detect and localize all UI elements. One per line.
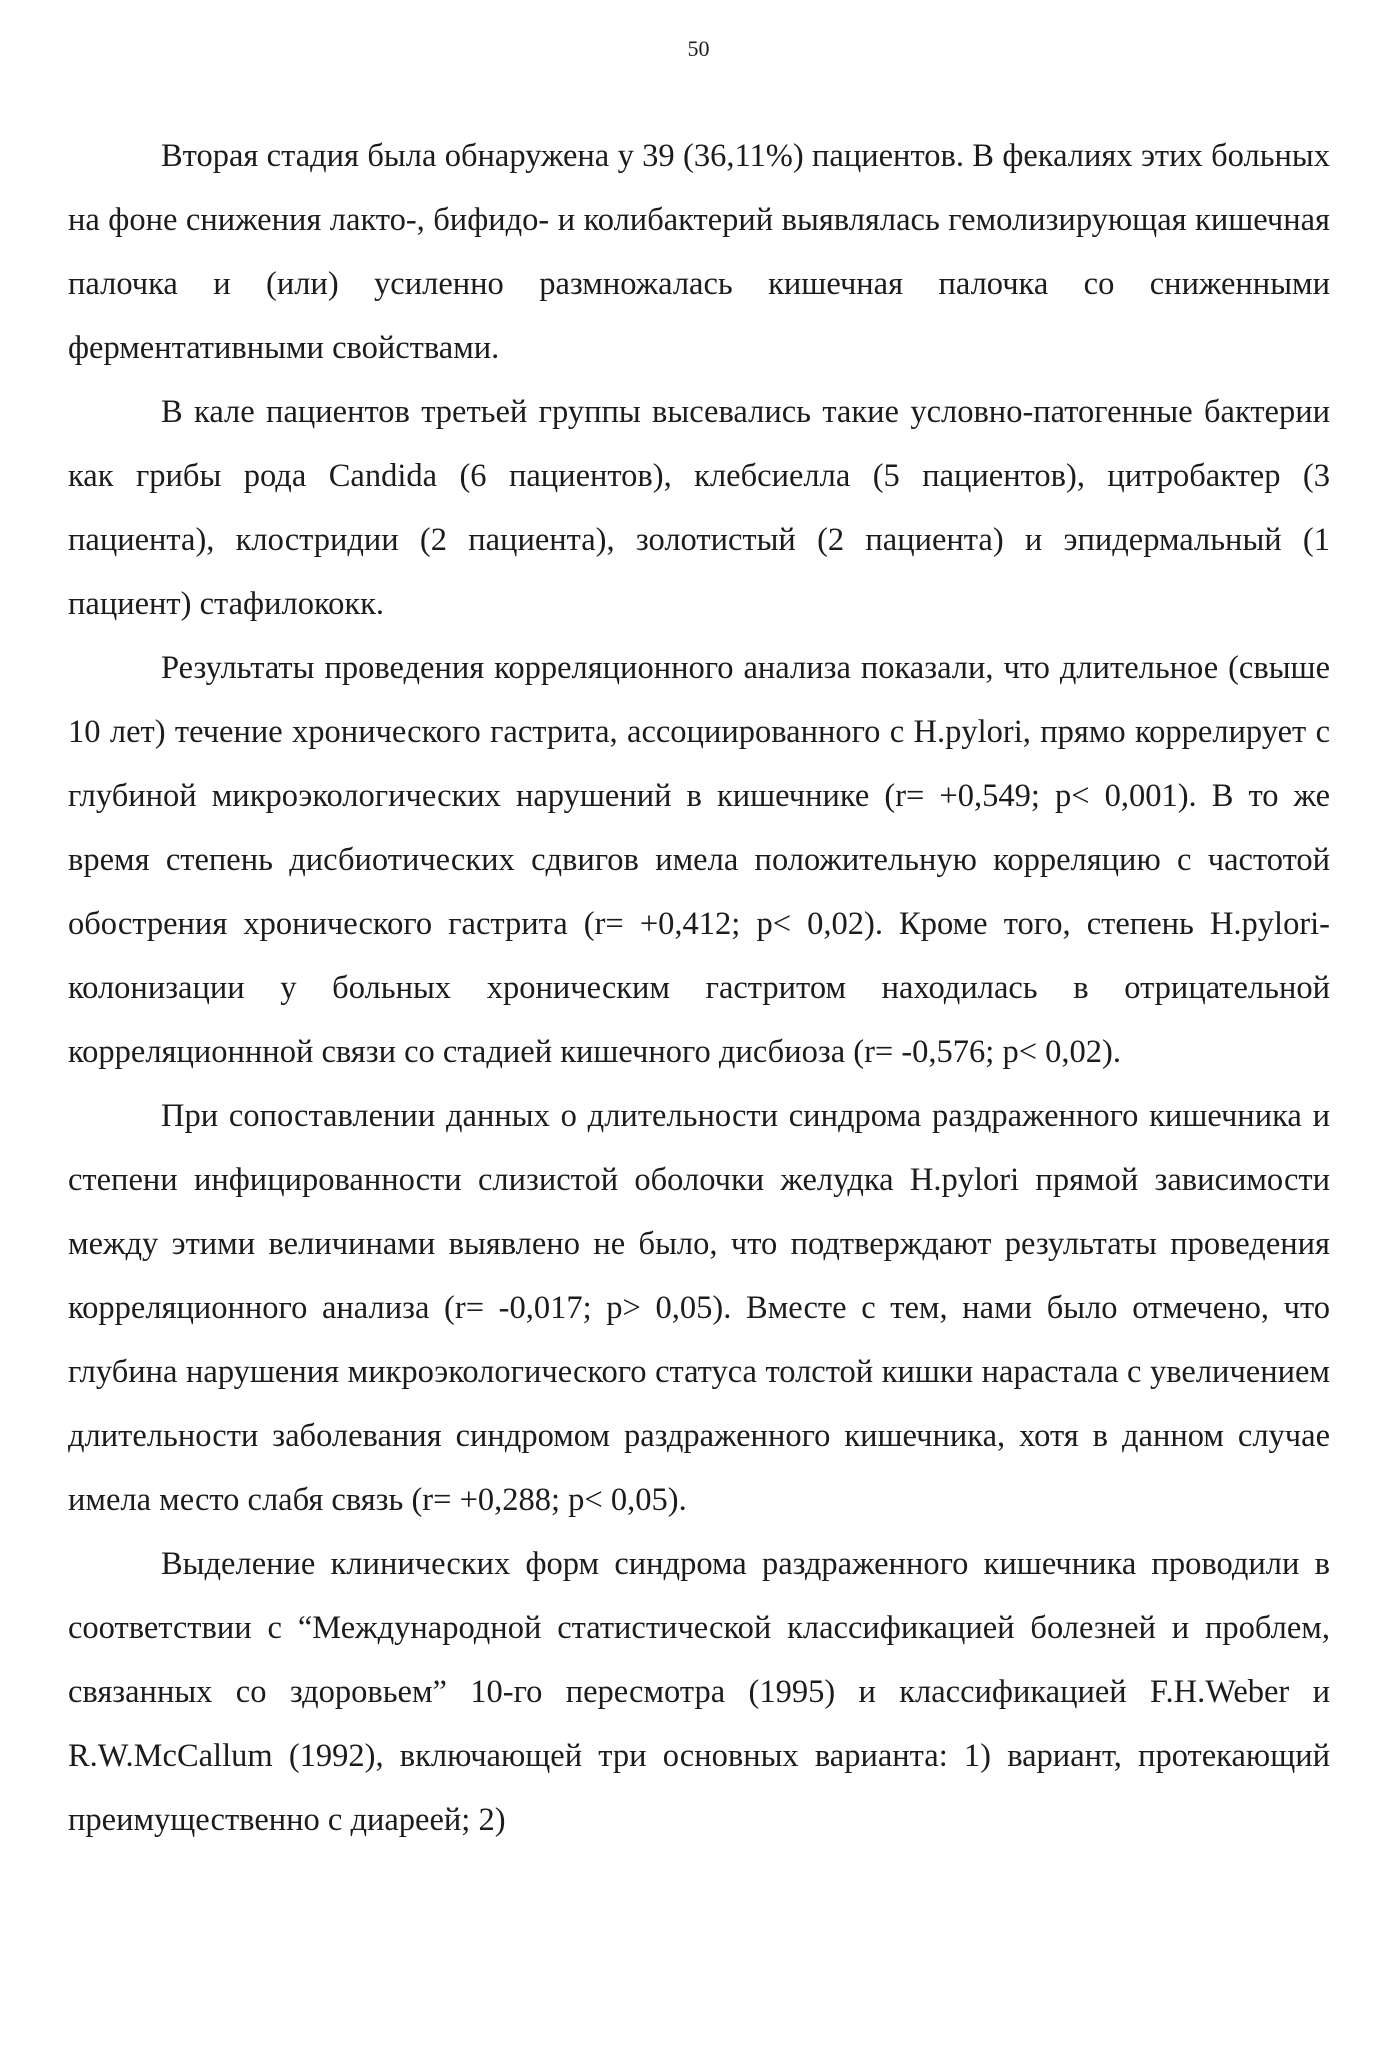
document-body bbox=[68, 124, 1330, 1852]
page-number: 50 bbox=[687, 36, 710, 61]
paragraph-3 bbox=[68, 636, 1330, 1084]
paragraph-5 bbox=[68, 1532, 1330, 1852]
paragraph-5-text: Выделение клинических форм синдрома раздраженного кишечника проводили в соответствии с “Международной статистической классификацией болезней и проблем, связанных со здоровьем” 10-го пересмотра (1995) и классификацией F.H.Weber и R.W.McCallum (1992), включающей три основных варианта: 1) вариант, протекающий преимущественно с диареей; 2) bbox=[68, 1546, 1330, 1838]
paragraph-4 bbox=[68, 1084, 1330, 1532]
paragraph-4-text: При сопоставлении данных о длительности синдрома раздраженного кишечника и степени инфицированности слизистой оболочки желудка H.pylori прямой зависимости между этими величинами выявлено не было, что подтверждают результаты проведения корреляционного анализа (r= -0,017; p> 0,05). Вместе с тем, нами было отмечено, что глубина нарушения микроэкологического статуса толстой кишки нарастала с увеличением длительности заболевания синдромом раздраженного кишечника, хотя в данном случае имела место слабя связь (r= +0,288; p< 0,05). bbox=[68, 1098, 1330, 1518]
paragraph-1-text: Вторая стадия была обнаружена у 39 (36,11%) пациентов. В фекалиях этих больных на фоне снижения лакто-, бифидо- и колибактерий выявлялась гемолизирующая кишечная палочка и (или) усиленно размножалась кишечная палочка со сниженными ферментативными свойствами. bbox=[68, 138, 1330, 366]
paragraph-2 bbox=[68, 380, 1330, 636]
paragraph-2-text: В кале пациентов третьей группы высевались такие условно-патогенные бактерии как грибы рода Candida (6 пациентов), клебсиелла (5 пациентов), цитробактер (3 пациента), клостридии (2 пациента), золотистый (2 пациента) и эпидермальный (1 пациент) стафилококк. bbox=[68, 394, 1330, 622]
paragraph-3-text: Результаты проведения корреляционного анализа показали, что длительное (свыше 10 лет) течение хронического гастрита, ассоциированного с H.pylori, прямо коррелирует с глубиной микроэкологических нарушений в кишечнике (r= +0,549; p< 0,001). В то же время степень дисбиотических сдвигов имела положительную корреляцию с частотой обострения хронического гастрита (r= +0,412; p< 0,02). Кроме того, степень H.pylori-колонизации у больных хроническим гастритом находилась в отрицательной корреляционнной связи со стадией кишечного дисбиоза (r= -0,576; p< 0,02). bbox=[68, 650, 1330, 1070]
paragraph-1 bbox=[68, 124, 1330, 380]
